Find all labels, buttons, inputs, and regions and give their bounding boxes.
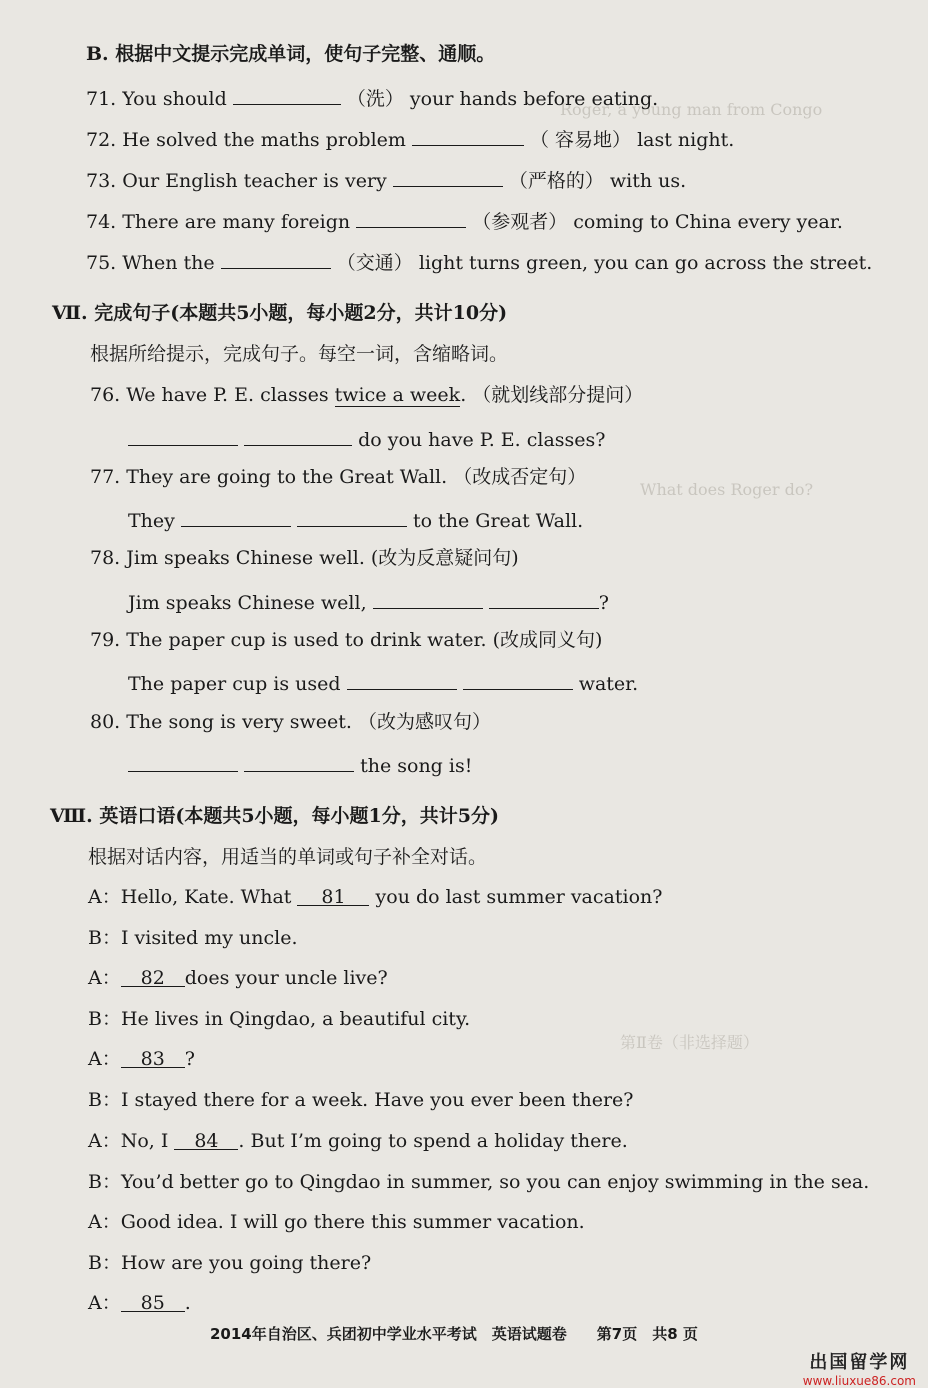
answer-79: [128, 669, 638, 696]
d5-post: ?: [184, 1048, 195, 1070]
question-75: [86, 248, 872, 275]
q79-answer-post: water.: [578, 673, 639, 695]
d5-pre: A：: [88, 1048, 121, 1070]
blank-81[interactable]: 81: [297, 885, 369, 906]
q75-hint: （交通）: [336, 252, 413, 274]
d1-pre: A：Hello, Kate. What: [88, 886, 292, 908]
q72-post: last night.: [637, 129, 735, 151]
question-76: [90, 383, 643, 407]
q71-blank[interactable]: [233, 84, 341, 105]
q78-blank-1[interactable]: [373, 588, 483, 609]
q76-pre: 76. We have P. E. classes: [90, 384, 329, 406]
question-80: 80. The song is very sweet. （改为感叹句）: [90, 711, 491, 733]
page-footer: 2014年自治区、兵团初中学业水平考试 英语试题卷 第7页 共8 页: [210, 1325, 698, 1343]
blank-84[interactable]: 84: [174, 1129, 238, 1150]
q79-blank-2[interactable]: [463, 669, 573, 690]
answer-77: [128, 506, 583, 533]
d3-pre: A：: [88, 967, 121, 989]
d7-pre: A：No, I: [88, 1130, 169, 1152]
q77-answer-pre: They: [128, 510, 175, 532]
dialogue-line-6: B：I stayed there for a week. Have you ever been there?: [88, 1089, 634, 1111]
q74-hint: （参观者）: [472, 211, 568, 233]
q80-blank-2[interactable]: [244, 751, 354, 772]
q74-pre: 74. There are many foreign: [86, 211, 351, 233]
q73-pre: 73. Our English teacher is very: [86, 170, 387, 192]
blank-82[interactable]: 82: [121, 966, 185, 987]
answer-78: [128, 588, 609, 615]
q76-post: . （就划线部分提问）: [460, 384, 644, 406]
q71-post: your hands before eating.: [409, 88, 659, 110]
dialogue-line-11: [88, 1291, 191, 1315]
q80-blank-1[interactable]: [128, 751, 238, 772]
q76-underlined: twice a week: [334, 384, 461, 406]
dialogue-line-3: [88, 966, 388, 990]
q76-blank-1[interactable]: [128, 425, 238, 446]
dialogue-line-8: B：You’d better go to Qingdao in summer, so you can enjoy swimming in the sea.: [88, 1171, 870, 1193]
question-78: 78. Jim speaks Chinese well. (改为反意疑问句): [90, 547, 519, 569]
dialogue-line-2: B：I visited my uncle.: [88, 927, 298, 949]
q78-answer-pre: Jim speaks Chinese well,: [128, 592, 367, 614]
q75-blank[interactable]: [221, 248, 331, 269]
q78-blank-2[interactable]: [489, 588, 599, 609]
q77-answer-post: to the Great Wall.: [413, 510, 584, 532]
dialogue-line-9: A：Good idea. I will go there this summer vacation.: [88, 1211, 585, 1233]
q77-blank-2[interactable]: [297, 506, 407, 527]
q73-hint: （严格的）: [508, 170, 604, 192]
q79-blank-1[interactable]: [347, 669, 457, 690]
answer-80: [128, 751, 472, 778]
question-77: 77. They are going to the Great Wall. （改成否定句）: [90, 466, 587, 488]
q80-answer-post: the song is!: [360, 755, 473, 777]
question-74: [86, 207, 843, 234]
q76-blank-2[interactable]: [244, 425, 352, 446]
d7-post: . But I’m going to spend a holiday there.: [238, 1130, 628, 1152]
question-79: 79. The paper cup is used to drink water. (改成同义句): [90, 629, 603, 651]
question-72: [86, 125, 734, 152]
section-7-heading: Ⅶ. 完成句子(本题共5小题，每小题2分，共计10分): [52, 302, 508, 324]
section-b-heading: B. 根据中文提示完成单词，使句子完整、通顺。: [86, 43, 496, 65]
section-8-instruction: 根据对话内容，用适当的单词或句子补全对话。: [88, 846, 488, 868]
q73-blank[interactable]: [393, 166, 503, 187]
dialogue-line-4: B：He lives in Qingdao, a beautiful city.: [88, 1008, 471, 1030]
dialogue-line-7: [88, 1129, 628, 1153]
d11-post: .: [184, 1292, 191, 1314]
q72-blank[interactable]: [412, 125, 524, 146]
q75-post: light turns green, you can go across the street.: [418, 252, 873, 274]
q72-pre: 72. He solved the maths problem: [86, 129, 406, 151]
dialogue-line-5: [88, 1047, 195, 1071]
q75-pre: 75. When the: [86, 252, 215, 274]
q74-blank[interactable]: [356, 207, 466, 228]
section-7-instruction: 根据所给提示，完成句子。每空一词，含缩略词。: [90, 343, 509, 365]
q73-post: with us.: [609, 170, 687, 192]
site-watermark: [803, 1348, 916, 1388]
q78-answer-post: ?: [598, 592, 609, 614]
d1-post: you do last summer vacation?: [375, 886, 663, 908]
q74-post: coming to China every year.: [573, 211, 843, 233]
section-8-heading: Ⅷ. 英语口语(本题共5小题，每小题1分，共计5分): [50, 805, 499, 827]
d3-post: does your uncle live?: [184, 967, 388, 989]
q76-answer-post: do you have P. E. classes?: [358, 429, 606, 451]
watermark-url: www.liuxue86.com: [802, 1374, 916, 1388]
question-71: [86, 84, 658, 111]
d11-pre: A：: [88, 1292, 121, 1314]
q72-hint: （ 容易地）: [530, 129, 632, 151]
q77-blank-1[interactable]: [181, 506, 291, 527]
question-73: [86, 166, 686, 193]
q79-answer-pre: The paper cup is used: [128, 673, 341, 695]
answer-76: [128, 425, 605, 452]
dialogue-line-10: B：How are you going there?: [88, 1252, 372, 1274]
exam-page: Roger, a young man from Congo What does Roger do? 第Ⅱ卷（非选择题） B. 根据中文提示完成单词，使句子完整、通顺。 71. You should （洗） your hands before eating. 72. He solved the maths problem （ 容易地） last night. 73. Our English teacher is very （严格的） with us. 74. There are many foreign （参观者） coming to China every year. 75. When the （交通） light turns green, you can go across the street. Ⅶ. 完成句子(本题共5小题，每小题2分，共计10分) 根据所给提示，完成句子。每空一词，含缩略词。 76. We have P. E. classes twice a week. （就划线部分提问） do you have P. E. classes? 77. They are going to the Great Wall. （改成否定句） They to the Great Wall. 78. Jim speaks Chinese well. (改为反意疑问句) Jim speaks Chinese well, ? 79. The paper cup is used to drink water. (改成同义句) The paper cup is used water. 80. The song is very sweet. （改为感叹句） the song is! Ⅷ. 英语口语(本题共5小题，每小题1分，共计5分) 根据对话内容，用适当的单词或句子补全对话。 A：Hello, Kate. What 81 you do last summer vacation? B：I visited my uncle. A： 82 does your uncle live? B：He lives in Qingdao, a beautiful city. A： 83 ? B：I stayed there for a week. Have you ever been there? A：No, I 84 . But I’m going to spend a holiday there. B：You’d better go to Qingdao in summer, so you can enjoy swimming in the sea. A：Good idea. I will go there this summer vacation. B：How are you going there? A： 85 . 2014年自治区、兵团初中学业水平考试 英语试题卷 第7页 共8 页 出国留学网 www.liuxue86.com: [50, 43, 916, 1388]
q71-hint: （洗）: [346, 88, 404, 110]
q71-pre: 71. You should: [86, 88, 227, 110]
blank-83[interactable]: 83: [121, 1047, 185, 1068]
blank-85[interactable]: 85: [121, 1291, 185, 1312]
dialogue-line-1: [88, 885, 662, 909]
watermark-name: 出国留学网: [809, 1352, 910, 1373]
